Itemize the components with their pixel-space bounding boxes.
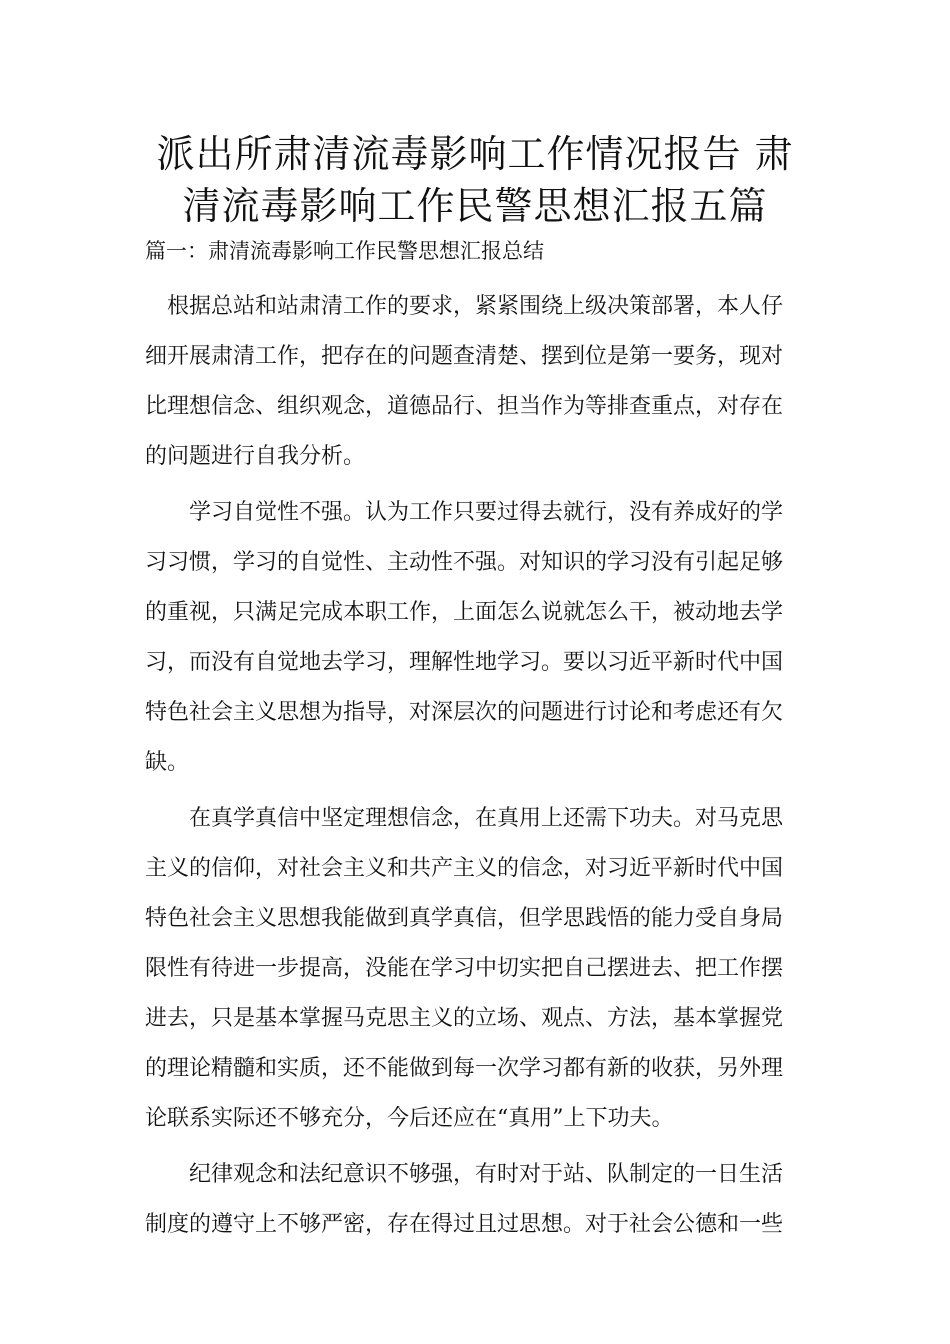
text-line: 缺。	[145, 750, 190, 775]
text-line: 习，而没有自觉地去学习，理解性地学习。要以习近平新时代中国	[145, 650, 784, 675]
paragraph	[145, 1150, 809, 1250]
text-line: 限性有待进一步提高，没能在学习中切实把自己摆进去、把工作摆	[145, 956, 784, 981]
text-line: 学习自觉性不强。认为工作只要过得去就行，没有养成好的学	[189, 500, 784, 525]
body-text	[145, 282, 809, 1256]
text-line: 在真学真信中坚定理想信念，在真用上还需下功夫。对马克思	[189, 806, 784, 831]
text-line: 比理想信念、组织观念，道德品行、担当作为等排查重点，对存在	[145, 394, 784, 419]
title-line: 清流毒影响工作民警思想汇报五篇	[182, 184, 768, 228]
document-title	[140, 128, 810, 232]
text-line: 细开展肃清工作，把存在的问题查清楚、摆到位是第一要务，现对	[145, 344, 784, 369]
section-heading: 篇一：肃清流毒影响工作民警思想汇报总结	[145, 239, 544, 263]
text-line: 纪律观念和法纪意识不够强，有时对于站、队制定的一日生活	[189, 1162, 784, 1187]
title-line: 派出所肃清流毒影响工作情况报告 肃	[156, 132, 794, 176]
text-line: 的理论精髓和实质，还不能做到每一次学习都有新的收获，另外理	[145, 1056, 784, 1081]
paragraph	[145, 794, 809, 1144]
text-line: 特色社会主义思想为指导，对深层次的问题进行讨论和考虑还有欠	[145, 700, 784, 725]
text-line: 制度的遵守上不够严密，存在得过且过思想。对于社会公德和一些	[145, 1212, 784, 1237]
text-line: 的问题进行自我分析。	[145, 444, 366, 469]
text-line: 习习惯，学习的自觉性、主动性不强。对知识的学习没有引起足够	[145, 550, 784, 575]
text-line: 主义的信仰，对社会主义和共产主义的信念，对习近平新时代中国	[145, 856, 784, 881]
paragraph	[145, 282, 809, 482]
text-line: 特色社会主义思想我能做到真学真信，但学思践悟的能力受自身局	[145, 906, 784, 931]
paragraph	[145, 488, 809, 788]
text-line: 的重视，只满足完成本职工作，上面怎么说就怎么干，被动地去学	[145, 600, 784, 625]
text-line: 论联系实际还不够充分，今后还应在“真用”上下功夫。	[145, 1106, 674, 1131]
text-line: 根据总站和站肃清工作的要求，紧紧围绕上级决策部署，本人仔	[167, 294, 784, 319]
text-line: 进去，只是基本掌握马克思主义的立场、观点、方法，基本掌握党	[145, 1006, 784, 1031]
